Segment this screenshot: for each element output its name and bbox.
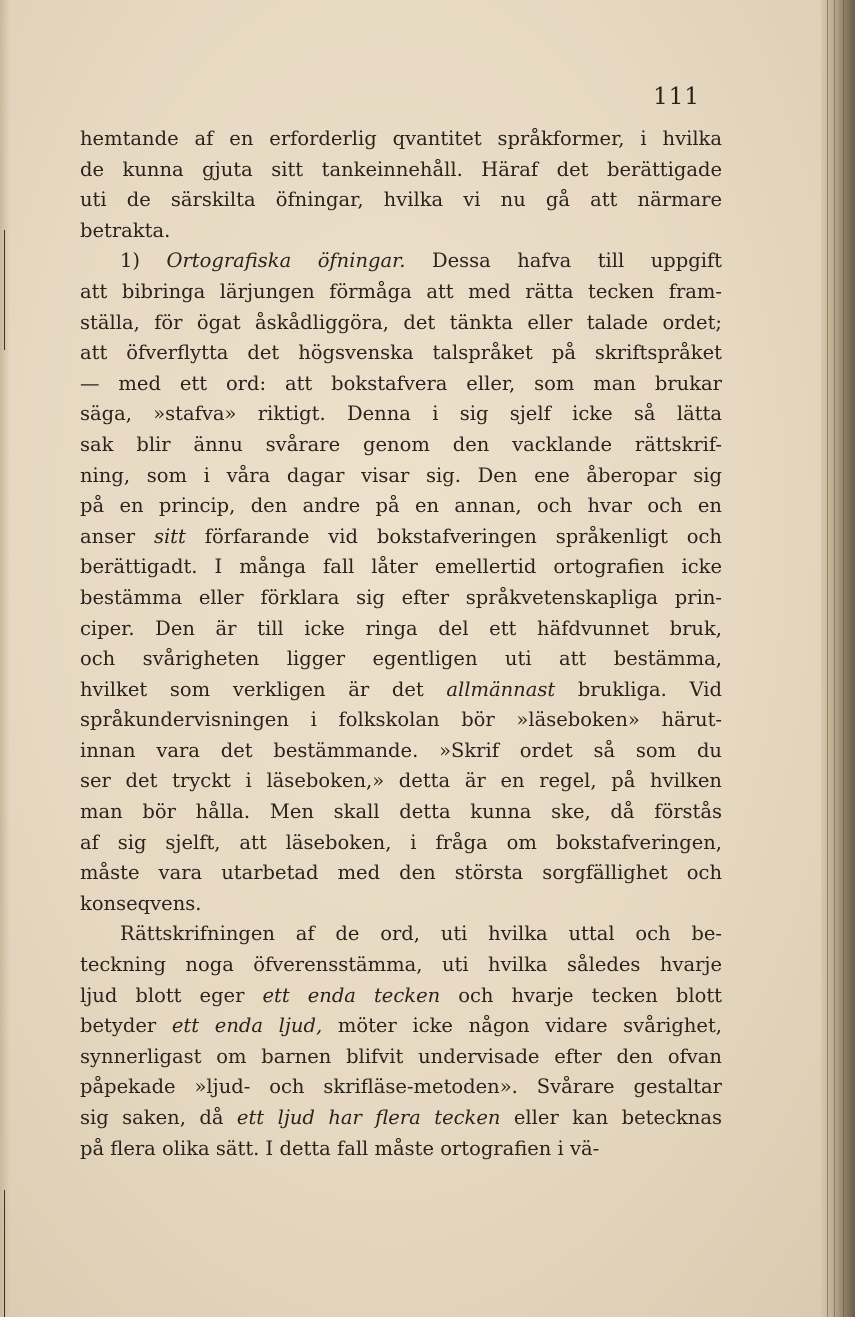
text-run: språkundervisningen i folkskolan bör »läseboken» härut- [80,708,722,732]
text-line [80,766,722,797]
text-run: 1) [120,249,167,273]
text-run: ser det tryckt i läseboken,» detta är en regel, på hvilken [80,769,722,793]
text-line [80,1134,722,1165]
text-line [80,155,722,186]
text-line [80,1072,722,1103]
text-line [80,124,722,155]
text-run: och svårigheten ligger egentligen uti att bestämma, [80,647,722,671]
text-line [80,828,722,859]
text-line [80,981,722,1012]
text-run: uti de särskilta öfningar, hvilka vi nu gå att närmare [80,188,722,212]
text-run: sak blir ännu svårare genom den vacklande rättskrif- [80,432,722,456]
text-line [80,461,722,492]
body-text [80,124,722,1164]
text-run: ciper. Den är till icke ringa del ett häfdvunnet bruk, [80,616,722,640]
text-run: innan vara det bestämmande. »Skrif ordet så som du [80,738,722,762]
text-run: ställa, för ögat åskådliggöra, det tänkta eller talade ordet; [80,310,722,334]
text-line [80,308,722,339]
italic-phrase: Ortografiska öfningar. [166,249,406,273]
italic-phrase: ett enda ljud, [171,1014,323,1038]
italic-phrase: ett ljud har flera tecken [236,1106,501,1129]
text-line [80,919,722,950]
text-run: hvilket som verkligen är det [80,677,447,701]
text-run: brukliga. Vid [555,677,722,701]
text-line [80,1011,722,1042]
text-line [80,185,722,216]
margin-mark [4,230,5,350]
book-gutter [821,0,855,1317]
text-line [80,277,722,308]
text-run: Dessa hafva till uppgift [405,249,723,273]
text-run: berättigadt. I många fall låter emellertid ortografien icke [80,555,722,579]
text-run: på flera olika sätt. I detta fall måste ortografien i vä- [80,1136,600,1160]
text-run: och hvarje tecken blott [440,983,723,1007]
text-line [80,552,722,583]
text-line [80,491,722,522]
text-run: synnerligast om barnen blifvit undervisade efter den ofvan [80,1044,722,1068]
text-run: att bibringa lärjungen förmåga att med rätta tecken fram- [80,279,722,303]
text-run: hemtande af en erforderlig qvantitet språkformer, i hvilka [80,127,722,150]
page-number: 111 [653,84,700,110]
text-line [80,644,722,675]
text-line [80,858,722,889]
text-run: de kunna gjuta sitt tankeinnehåll. Häraf det berättigade [80,157,722,181]
text-run: konseqvens. [80,891,202,915]
text-run: förfarande vid bokstafveringen språkenligt och [185,524,722,548]
text-run: att öfverflytta det högsvenska talspråket på skriftspråket [80,341,722,365]
text-line [80,338,722,369]
text-run: betrakta. [80,218,171,242]
text-line [80,705,722,736]
text-run: man bör hålla. Men skall detta kunna ske, då förstås [80,800,722,824]
text-run: bestämma eller förklara sig efter språkvetenskapliga prin- [80,585,722,609]
text-run: betyder [80,1014,172,1038]
text-run: säga, »stafva» riktigt. Denna i sig sjelf icke så lätta [80,402,722,426]
text-run: ning, som i våra dagar visar sig. Den ene åberopar sig [80,463,722,487]
italic-phrase: allmännast [446,677,556,701]
text-run: Rättskrifningen af de ord, uti hvilka uttal och be- [120,922,722,946]
text-run: måste vara utarbetad med den största sorgfällighet och [80,861,722,885]
text-run: anser [80,524,154,548]
text-run: teckning noga öfverensstämma, uti hvilka således hvarje [80,953,722,977]
text-line [80,1042,722,1073]
text-line [80,1103,722,1134]
text-run: sig saken, då [80,1106,237,1129]
text-line [80,736,722,767]
italic-phrase: sitt [153,524,186,548]
text-line [80,430,722,461]
text-line [80,889,722,920]
text-line [80,614,722,645]
margin-mark [4,1190,5,1317]
text-run: möter icke någon vidare svårighet, [322,1014,722,1038]
text-line [80,216,722,247]
text-run: — med ett ord: att bokstafvera eller, som man brukar [80,371,722,395]
italic-phrase: ett enda tecken [262,983,441,1007]
text-run: af sig sjelft, att läseboken, i fråga om bokstafveringen, [80,830,722,854]
text-line [80,522,722,553]
text-line [80,950,722,981]
text-run: påpekade »ljud- och skrifläse-metoden». Svårare gestaltar [80,1075,722,1099]
text-line [80,583,722,614]
text-line [80,399,722,430]
text-line [80,797,722,828]
text-run: på en princip, den andre på en annan, och hvar och en [80,494,722,518]
text-line [80,246,722,277]
text-line [80,369,722,400]
page-left-edge [0,0,10,1317]
text-run: eller kan betecknas [500,1106,722,1129]
text-run: ljud blott eger [80,983,263,1007]
text-line [80,675,722,706]
